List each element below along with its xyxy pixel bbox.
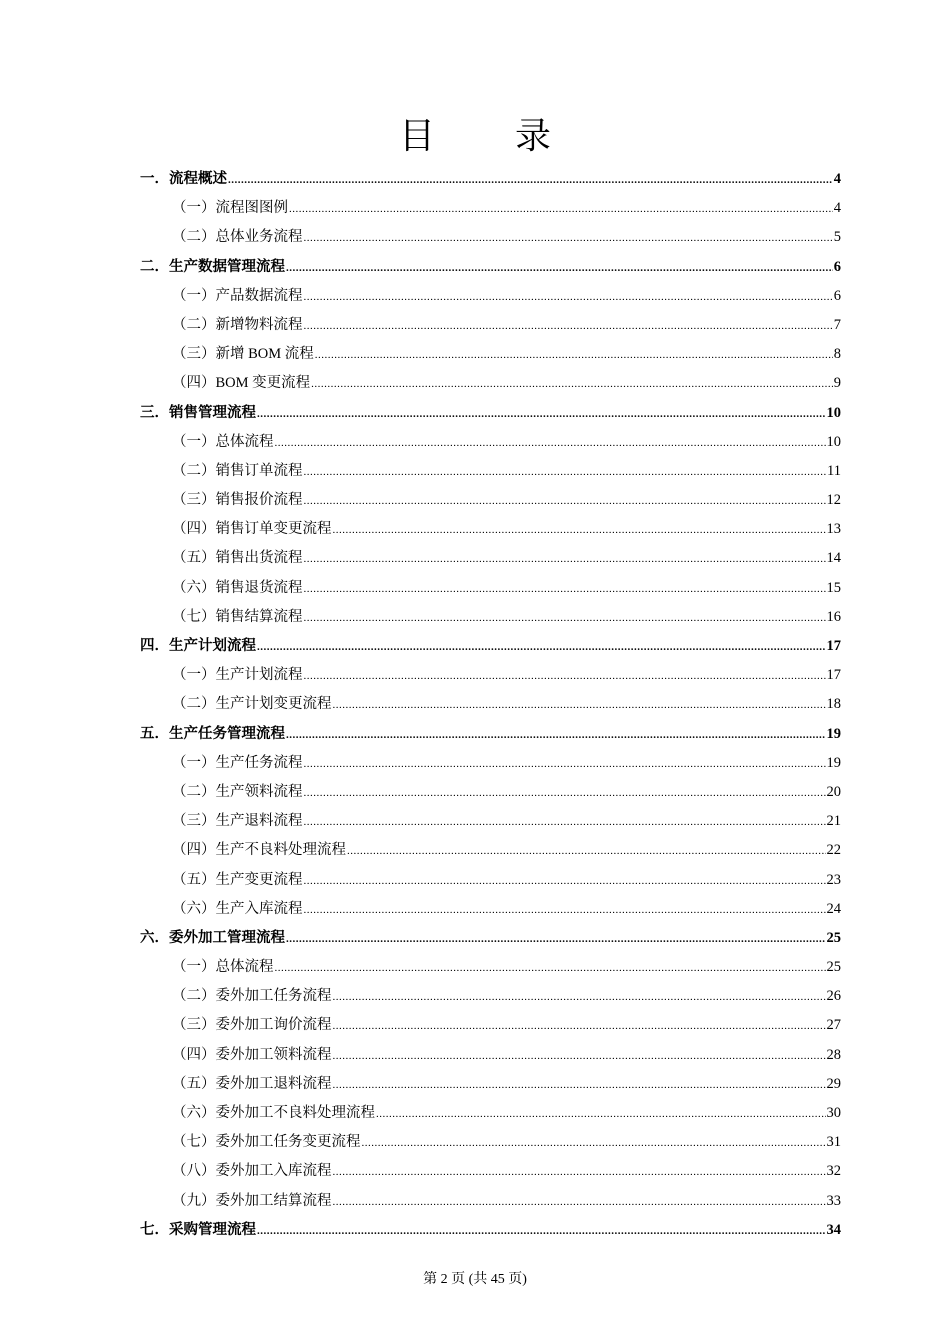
toc-subsection-entry[interactable] bbox=[140, 544, 841, 573]
toc-page-number: 19 bbox=[826, 725, 841, 742]
toc-entry-label: 五．生产任务管理流程 bbox=[140, 725, 285, 742]
toc-entry-label: 二．生产数据管理流程 bbox=[140, 258, 285, 275]
toc-dot-leader bbox=[333, 516, 826, 545]
toc-dot-leader bbox=[362, 1129, 826, 1158]
toc-subsection-entry[interactable] bbox=[140, 428, 841, 457]
toc-subsection-entry[interactable] bbox=[140, 749, 841, 778]
toc-entry-label: （二）销售订单流程 bbox=[172, 462, 303, 479]
toc-dot-leader bbox=[228, 166, 833, 195]
toc-page-number: 26 bbox=[826, 988, 841, 1005]
toc-page-number: 23 bbox=[826, 871, 841, 888]
toc-page-number: 32 bbox=[826, 1163, 841, 1180]
toc-subsection-entry[interactable] bbox=[140, 515, 841, 544]
toc-page-number: 8 bbox=[833, 346, 841, 363]
toc-dot-leader bbox=[304, 283, 833, 312]
toc-page-number: 10 bbox=[826, 404, 841, 421]
toc-entry-label: （二）委外加工任务流程 bbox=[172, 988, 332, 1005]
toc-page-number: 10 bbox=[826, 433, 841, 450]
toc-page-number: 21 bbox=[826, 813, 841, 830]
toc-entry-label: 三．销售管理流程 bbox=[140, 404, 256, 421]
toc-page-number: 4 bbox=[833, 171, 841, 187]
page-footer: 第 2 页 (共 45 页) bbox=[423, 1272, 527, 1287]
toc-page-number: 24 bbox=[826, 900, 841, 917]
toc-subsection-entry[interactable] bbox=[140, 1011, 841, 1040]
toc-page-number: 29 bbox=[826, 1075, 841, 1092]
toc-subsection-entry[interactable] bbox=[140, 982, 841, 1011]
toc-subsection-entry[interactable] bbox=[140, 340, 841, 369]
toc-dot-leader bbox=[304, 575, 826, 604]
toc-page-number: 27 bbox=[826, 1017, 841, 1034]
table-of-contents bbox=[140, 165, 841, 1245]
title-char-1: 目 bbox=[398, 116, 435, 157]
toc-page-number: 18 bbox=[826, 696, 841, 713]
toc-entry-label: （四）BOM 变更流程 bbox=[172, 375, 311, 392]
toc-section-entry[interactable] bbox=[140, 632, 841, 661]
toc-page-number: 25 bbox=[826, 929, 841, 946]
toc-dot-leader bbox=[376, 1100, 826, 1129]
toc-entry-label: （二）生产领料流程 bbox=[172, 783, 303, 800]
page-title bbox=[0, 108, 950, 159]
toc-dot-leader bbox=[257, 1217, 826, 1246]
toc-dot-leader bbox=[286, 721, 826, 750]
toc-dot-leader bbox=[333, 1188, 826, 1217]
toc-subsection-entry[interactable] bbox=[140, 895, 841, 924]
toc-page-number: 20 bbox=[826, 783, 841, 800]
toc-entry-label: （三）生产退料流程 bbox=[172, 813, 303, 830]
toc-entry-label: （一）流程图图例 bbox=[172, 200, 288, 217]
toc-subsection-entry[interactable] bbox=[140, 807, 841, 836]
toc-dot-leader bbox=[275, 954, 826, 983]
toc-subsection-entry[interactable] bbox=[140, 1157, 841, 1186]
toc-subsection-entry[interactable] bbox=[140, 369, 841, 398]
toc-dot-leader bbox=[304, 896, 826, 925]
toc-section-entry[interactable] bbox=[140, 253, 841, 282]
toc-entry-label: （六）销售退货流程 bbox=[172, 579, 303, 596]
toc-dot-leader bbox=[333, 1012, 826, 1041]
toc-dot-leader bbox=[286, 254, 833, 283]
toc-subsection-entry[interactable] bbox=[140, 836, 841, 865]
toc-entry-label: （五）委外加工退料流程 bbox=[172, 1075, 332, 1092]
toc-page-number: 17 bbox=[826, 667, 841, 684]
toc-subsection-entry[interactable] bbox=[140, 778, 841, 807]
toc-page-number: 16 bbox=[826, 608, 841, 625]
toc-dot-leader bbox=[304, 224, 833, 253]
toc-dot-leader bbox=[304, 545, 826, 574]
toc-entry-label: （五）销售出货流程 bbox=[172, 550, 303, 567]
toc-page-number: 19 bbox=[826, 754, 841, 771]
toc-page-number: 25 bbox=[826, 959, 841, 976]
toc-dot-leader bbox=[315, 341, 833, 370]
toc-entry-label: 一．流程概述 bbox=[140, 171, 227, 187]
title-char-2: 录 bbox=[515, 116, 552, 157]
toc-subsection-entry[interactable] bbox=[140, 194, 841, 223]
toc-entry-label: （四）生产不良料处理流程 bbox=[172, 842, 346, 859]
toc-dot-leader bbox=[286, 925, 826, 954]
toc-subsection-entry[interactable] bbox=[140, 1128, 841, 1157]
toc-entry-label: （四）委外加工领料流程 bbox=[172, 1046, 332, 1063]
toc-dot-leader bbox=[289, 195, 833, 224]
toc-subsection-entry[interactable] bbox=[140, 457, 841, 486]
toc-dot-leader bbox=[304, 458, 827, 487]
toc-page-number: 33 bbox=[826, 1192, 841, 1209]
toc-section-entry[interactable] bbox=[140, 924, 841, 953]
toc-subsection-entry[interactable] bbox=[140, 574, 841, 603]
toc-subsection-entry[interactable] bbox=[140, 311, 841, 340]
toc-page-number: 22 bbox=[826, 842, 841, 859]
toc-subsection-entry[interactable] bbox=[140, 486, 841, 515]
toc-dot-leader bbox=[304, 604, 826, 633]
toc-subsection-entry[interactable] bbox=[140, 1070, 841, 1099]
toc-entry-label: （五）生产变更流程 bbox=[172, 871, 303, 888]
toc-dot-leader bbox=[304, 779, 826, 808]
toc-entry-label: （六）生产入库流程 bbox=[172, 900, 303, 917]
toc-page-number: 12 bbox=[826, 492, 841, 509]
toc-dot-leader bbox=[257, 400, 826, 429]
toc-dot-leader bbox=[304, 312, 833, 341]
toc-page-number: 13 bbox=[826, 521, 841, 538]
toc-section-entry[interactable] bbox=[140, 1216, 841, 1245]
toc-subsection-entry[interactable] bbox=[140, 866, 841, 895]
toc-entry-label: （四）销售订单变更流程 bbox=[172, 521, 332, 538]
toc-page-number: 11 bbox=[827, 462, 841, 479]
toc-entry-label: （七）委外加工任务变更流程 bbox=[172, 1134, 361, 1151]
toc-dot-leader bbox=[311, 370, 833, 399]
toc-page-number: 6 bbox=[833, 258, 841, 275]
toc-entry-label: （一）产品数据流程 bbox=[172, 287, 303, 304]
toc-page-number: 6 bbox=[833, 287, 841, 304]
toc-dot-leader bbox=[304, 487, 826, 516]
toc-page-number: 9 bbox=[833, 375, 841, 392]
toc-entry-label: 四．生产计划流程 bbox=[140, 638, 256, 654]
toc-entry-label: （七）销售结算流程 bbox=[172, 608, 303, 625]
toc-entry-label: （六）委外加工不良料处理流程 bbox=[172, 1105, 375, 1121]
toc-page-number: 5 bbox=[833, 229, 841, 246]
toc-dot-leader bbox=[304, 808, 826, 837]
toc-subsection-entry[interactable] bbox=[140, 1099, 841, 1128]
toc-entry-label: （八）委外加工入库流程 bbox=[172, 1163, 332, 1180]
toc-entry-label: 六．委外加工管理流程 bbox=[140, 929, 285, 946]
toc-section-entry[interactable] bbox=[140, 399, 841, 428]
toc-page-number: 4 bbox=[833, 200, 841, 217]
toc-page-number: 30 bbox=[826, 1105, 841, 1121]
toc-entry-label: （一）总体流程 bbox=[172, 433, 274, 450]
toc-dot-leader bbox=[333, 1158, 826, 1187]
toc-page-number: 15 bbox=[826, 579, 841, 596]
toc-page-number: 17 bbox=[826, 638, 841, 654]
toc-subsection-entry[interactable] bbox=[140, 223, 841, 252]
toc-dot-leader bbox=[347, 837, 826, 866]
toc-page-number: 14 bbox=[826, 550, 841, 567]
toc-page-number: 34 bbox=[826, 1221, 841, 1238]
toc-entry-label: （三）委外加工询价流程 bbox=[172, 1017, 332, 1034]
toc-entry-label: （三）销售报价流程 bbox=[172, 492, 303, 509]
toc-dot-leader bbox=[304, 867, 826, 896]
toc-section-entry[interactable] bbox=[140, 720, 841, 749]
toc-dot-leader bbox=[333, 983, 826, 1012]
toc-entry-label: （一）总体流程 bbox=[172, 959, 274, 976]
toc-entry-label: （二）生产计划变更流程 bbox=[172, 696, 332, 713]
toc-dot-leader bbox=[304, 750, 826, 779]
toc-entry-label: （一）生产计划流程 bbox=[172, 667, 303, 684]
toc-dot-leader bbox=[275, 429, 826, 458]
toc-entry-label: （二）新增物料流程 bbox=[172, 316, 303, 333]
toc-entry-label: 七．采购管理流程 bbox=[140, 1221, 256, 1238]
toc-subsection-entry[interactable] bbox=[140, 1187, 841, 1216]
toc-entry-label: （九）委外加工结算流程 bbox=[172, 1192, 332, 1209]
toc-dot-leader bbox=[304, 662, 826, 691]
toc-dot-leader bbox=[333, 1071, 826, 1100]
toc-dot-leader bbox=[333, 691, 826, 720]
toc-subsection-entry[interactable] bbox=[140, 282, 841, 311]
toc-entry-label: （三）新增 BOM 流程 bbox=[172, 346, 314, 363]
toc-subsection-entry[interactable] bbox=[140, 661, 841, 690]
toc-dot-leader bbox=[257, 633, 826, 662]
toc-page-number: 28 bbox=[826, 1046, 841, 1063]
toc-subsection-entry[interactable] bbox=[140, 690, 841, 719]
toc-dot-leader bbox=[333, 1042, 826, 1071]
toc-page-number: 7 bbox=[833, 316, 841, 333]
toc-subsection-entry[interactable] bbox=[140, 953, 841, 982]
toc-page-number: 31 bbox=[826, 1134, 841, 1151]
toc-subsection-entry[interactable] bbox=[140, 603, 841, 632]
toc-section-entry[interactable] bbox=[140, 165, 841, 194]
toc-subsection-entry[interactable] bbox=[140, 1041, 841, 1070]
toc-entry-label: （二）总体业务流程 bbox=[172, 229, 303, 246]
toc-entry-label: （一）生产任务流程 bbox=[172, 754, 303, 771]
